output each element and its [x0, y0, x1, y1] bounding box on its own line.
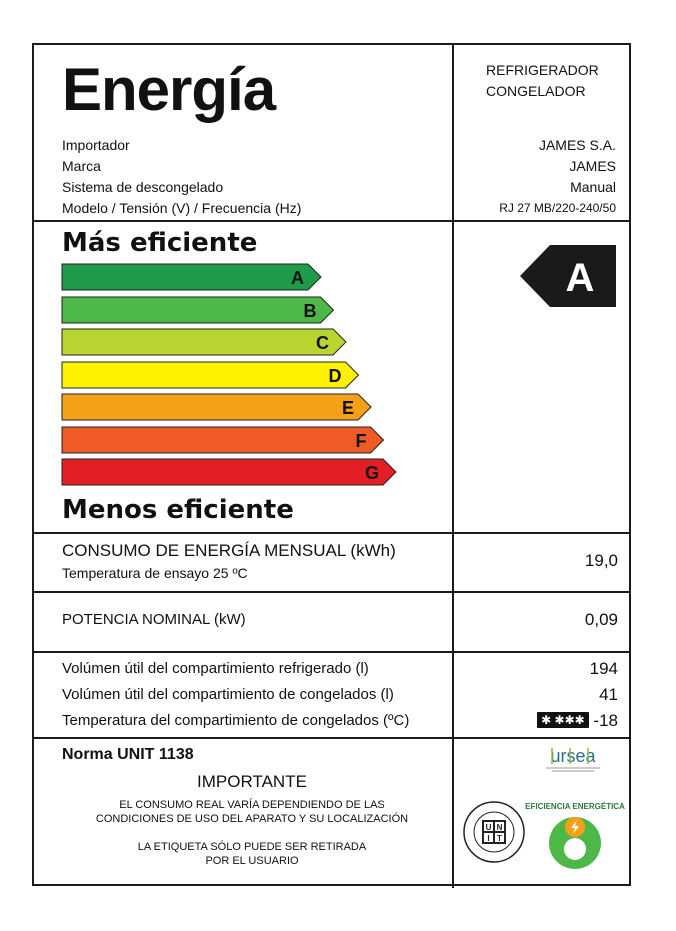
volume-values	[537, 656, 618, 734]
efficiency-class-g	[62, 459, 399, 484]
info-labels	[62, 135, 301, 219]
product-type-line2: CONGELADOR	[486, 83, 586, 99]
efficiency-arrow-b	[62, 297, 334, 323]
important-line2: CONDICIONES DE USO DEL APARATO Y SU LOCALIZACIÓN	[95, 813, 409, 825]
scale-bottom-label: Menos eficiente	[62, 495, 294, 525]
info-value-brand: JAMES	[569, 158, 616, 174]
unit-seal-icon	[462, 800, 526, 869]
efficiency-letter-g: G	[364, 463, 379, 483]
info-value-importer: JAMES S.A.	[538, 137, 616, 153]
efficiency-arrow-e	[62, 394, 371, 420]
important-notice	[52, 798, 452, 826]
energy-efficiency-seal-icon	[525, 793, 625, 884]
info-label-model: Modelo / Tensión (V) / Frecuencia (Hz)	[62, 200, 302, 216]
info-label-brand: Marca	[62, 158, 101, 174]
efficiency-letter-b: B	[303, 300, 317, 321]
efficiency-arrow-g	[62, 459, 396, 485]
consumption-label: CONSUMO DE ENERGÍA MENSUAL (kWh)	[62, 541, 396, 560]
product-type	[486, 60, 599, 102]
scale-top-label: Más eficiente	[62, 228, 258, 258]
product-type-line1: REFRIGERADOR	[486, 62, 599, 78]
divider-power	[32, 651, 631, 653]
divider-volumes	[32, 737, 631, 739]
volume-label-freezer: Volúmen útil del compartimiento de congelados (l)	[62, 686, 394, 703]
important-heading: IMPORTANTE	[197, 772, 307, 791]
svg-text:N: N	[496, 823, 503, 832]
power-value: 0,09	[584, 610, 618, 629]
freezer-temperature-label: Temperatura del compartimiento de congelados (ºC)	[62, 712, 410, 729]
efficiency-letter-d: D	[328, 365, 342, 386]
freezer-temperature-row	[537, 708, 618, 734]
svg-text:EFICIENCIA ENERGÉTICA: EFICIENCIA ENERGÉTICA	[525, 802, 625, 811]
svg-text:I: I	[487, 834, 490, 843]
removal-line1: LA ETIQUETA SÓLO PUEDE SER RETIRADA	[137, 841, 367, 853]
label-title: Energía	[62, 56, 276, 123]
divider-header	[32, 220, 631, 222]
power-label: POTENCIA NOMINAL (kW)	[62, 611, 246, 628]
efficiency-class-b	[62, 297, 337, 322]
efficiency-letter-f: F	[355, 430, 367, 451]
efficiency-arrow-d	[62, 362, 359, 388]
efficiency-letter-c: C	[316, 333, 329, 353]
efficiency-class-a	[62, 264, 324, 289]
svg-text:U: U	[485, 823, 492, 832]
efficiency-class-f	[62, 427, 387, 452]
norm-reference: Norma UNIT 1138	[62, 746, 194, 763]
info-label-importer: Importador	[62, 137, 130, 153]
important-line1: EL CONSUMO REAL VARÍA DEPENDIENDO DE LAS	[119, 799, 385, 811]
efficiency-arrow-c	[62, 329, 346, 355]
info-label-defrost: Sistema de descongelado	[62, 179, 224, 195]
volume-value-freezer: 41	[599, 685, 618, 704]
efficiency-arrow-f	[62, 427, 384, 453]
efficiency-class-c	[62, 329, 349, 354]
consumption-sublabel: Temperatura de ensayo 25 ºC	[62, 565, 248, 581]
efficiency-class-d	[62, 362, 362, 387]
volume-labels	[62, 656, 409, 734]
divider-scale	[32, 532, 631, 534]
efficiency-arrow-a	[62, 264, 321, 290]
ursea-logo	[532, 745, 614, 778]
info-value-defrost: Manual	[570, 179, 616, 195]
info-value-model: RJ 27 MB/220-240/50	[499, 201, 616, 215]
removal-notice	[52, 840, 452, 868]
ursea-logo-text: ursea	[550, 746, 596, 766]
efficiency-letter-e: E	[341, 398, 354, 418]
column-divider	[452, 43, 454, 888]
rating-indicator	[520, 245, 616, 312]
volume-value-refrigerated: 194	[589, 659, 618, 678]
efficiency-letter-a: A	[291, 268, 304, 288]
divider-consumption	[32, 591, 631, 593]
freezer-star-rating-icon: ✱ ✱✱✱	[537, 712, 589, 728]
svg-text:T: T	[497, 834, 502, 843]
volume-label-refrigerated: Volúmen útil del compartimiento refrigerado (l)	[62, 660, 369, 677]
consumption-value: 19,0	[584, 551, 618, 570]
freezer-temperature-value: -18	[593, 711, 618, 730]
rating-letter: A	[565, 256, 595, 300]
efficiency-class-e	[62, 394, 374, 419]
info-values	[499, 135, 616, 219]
removal-line2: POR EL USUARIO	[205, 855, 299, 867]
